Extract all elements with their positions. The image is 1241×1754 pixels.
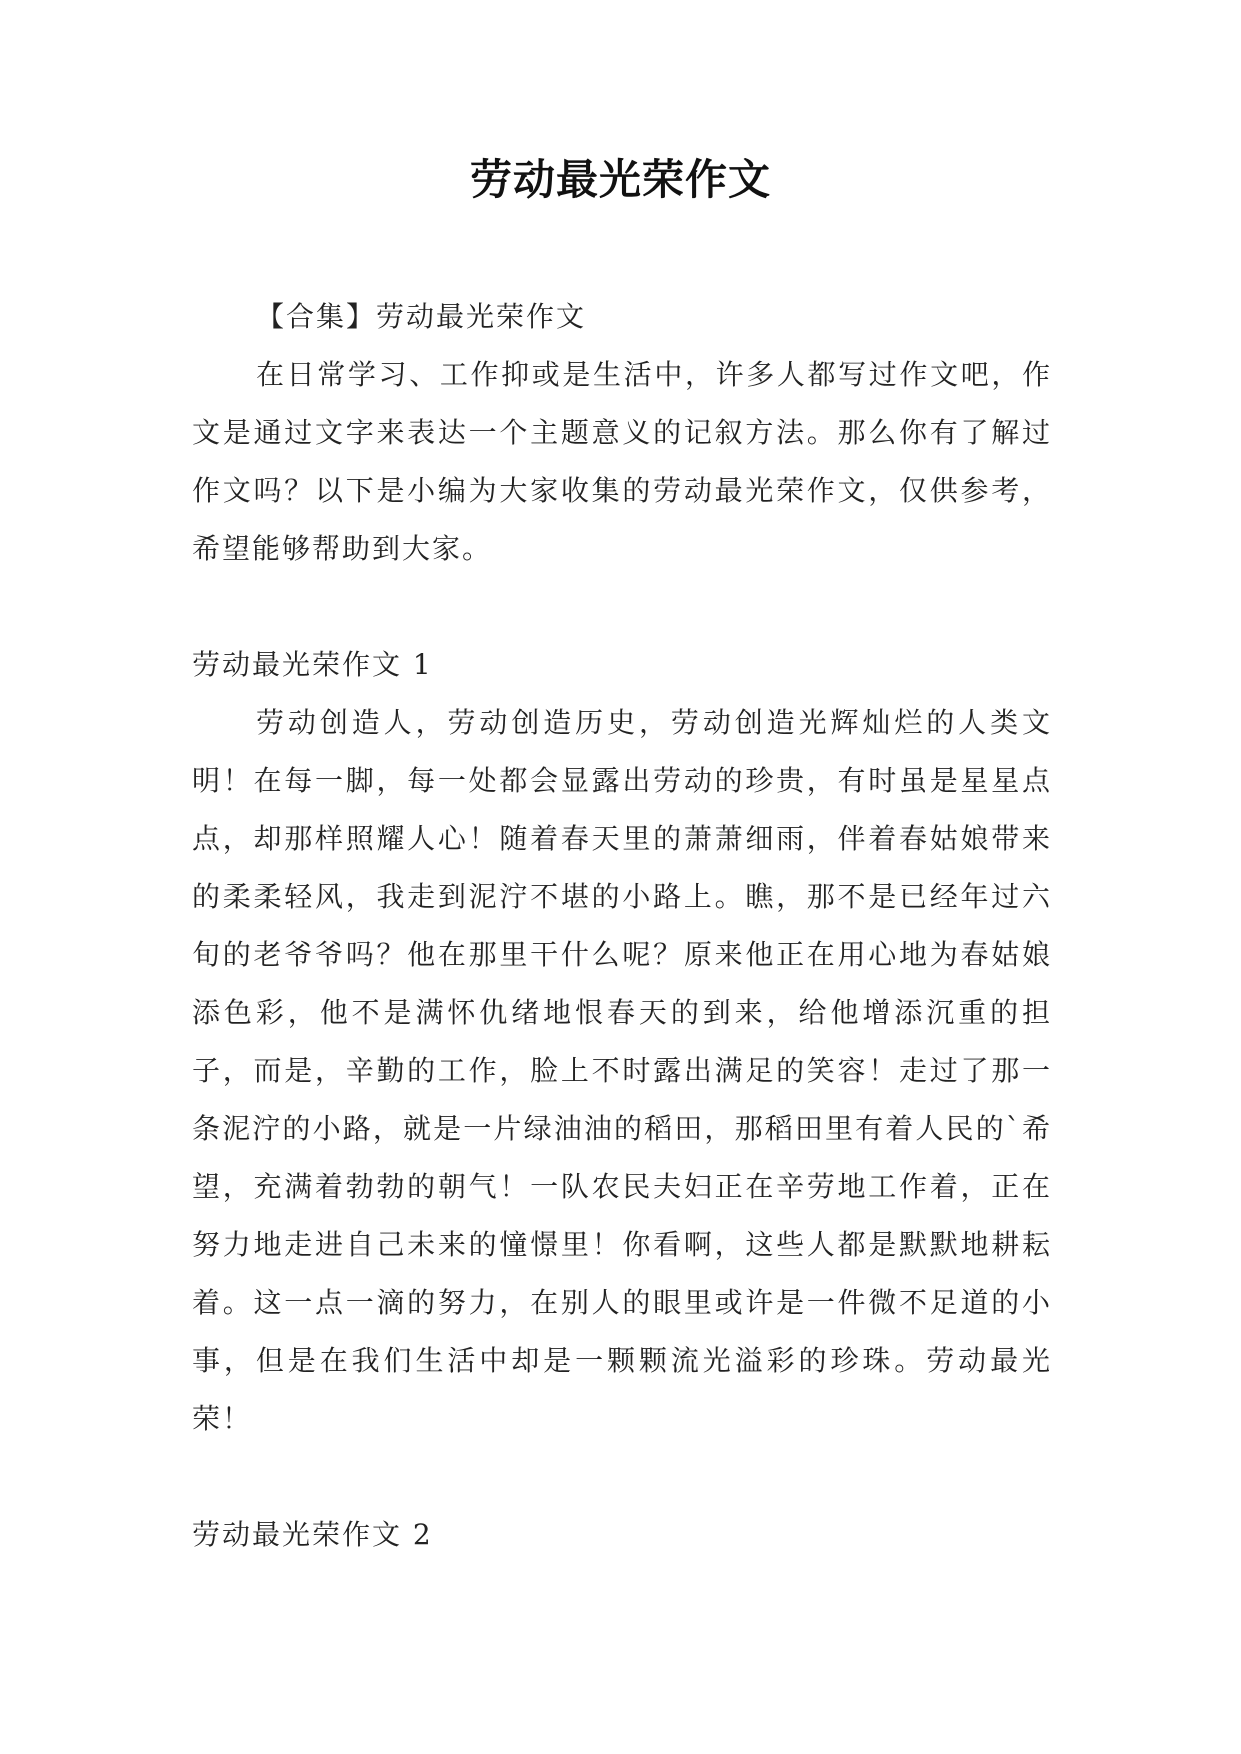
document-title: 劳动最光荣作文 <box>469 155 771 204</box>
intro-paragraph: 在日常学习、工作抑或是生活中，许多人都写过作文吧，作文是通过文字来表达一个主题意义的记叙方法。那么你有了解过作文吗？以下是小编为大家收集的劳动最光荣作文，仅供参考，希望能够帮助到大家。 <box>192 358 1052 565</box>
collection-line: 【合集】劳动最光荣作文 <box>256 300 587 333</box>
document-body <box>192 288 1052 1564</box>
section-1-paragraph: 劳动创造人，劳动创造历史，劳动创造光辉灿烂的人类文明！在每一脚，每一处都会显露出劳动的珍贵，有时虽是星星点点，却那样照耀人心！随着春天里的萧萧细雨，伴着春姑娘带来的柔柔轻风，我走到泥泞不堪的小路上。瞧，那不是已经年过六旬的老爷爷吗？他在那里干什么呢？原来他正在用心地为春姑娘添色彩，他不是满怀仇绪地恨春天的到来，给他增添沉重的担子，而是，辛勤的工作，脸上不时露出满足的笑容！走过了那一条泥泞的小路，就是一片绿油油的稻田，那稻田里有着人民的`希望，充满着勃勃的朝气！一队农民夫妇正在辛劳地工作着，正在努力地走进自己未来的憧憬里！你看啊，这些人都是默默地耕耘着。这一点一滴的努力，在别人的眼里或许是一件微不足道的小事，但是在我们生活中却是一颗颗流光溢彩的珍珠。劳动最光荣！ <box>192 706 1052 1435</box>
section-spacer <box>192 578 1052 636</box>
section-spacer <box>192 1448 1052 1506</box>
section-1-heading: 劳动最光荣作文 1 <box>192 648 433 681</box>
section-2-heading: 劳动最光荣作文 2 <box>192 1518 433 1551</box>
